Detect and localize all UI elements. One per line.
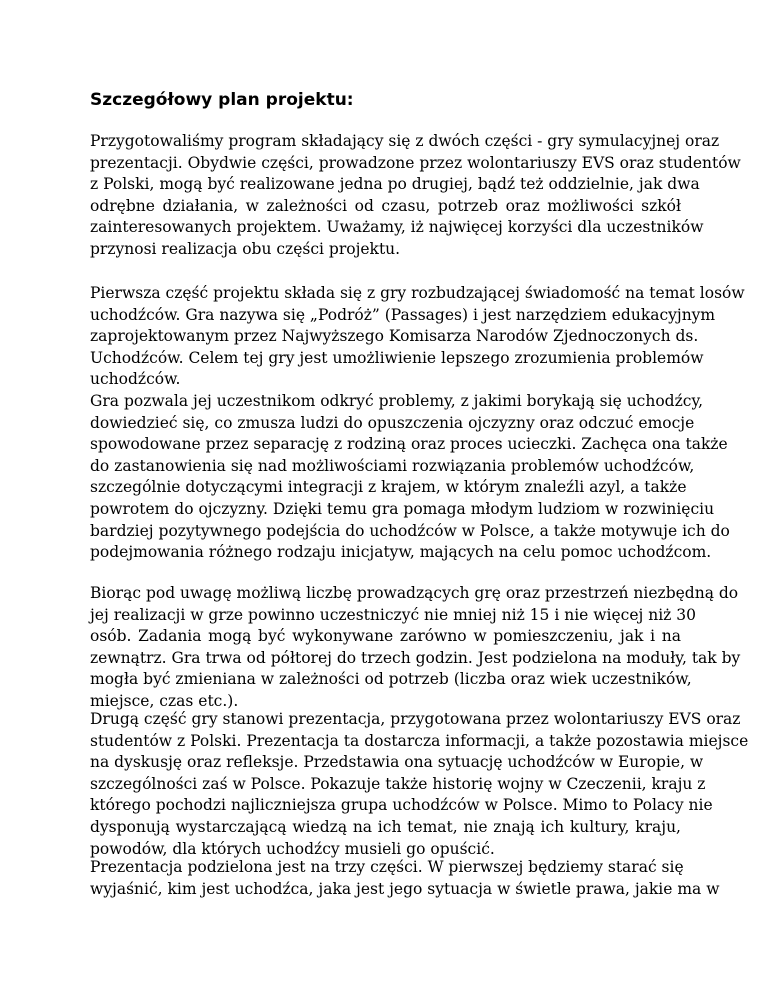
paragraph-2 — [90, 283, 745, 564]
text-line: podejmowania różnego rodzaju inicjatyw, mających na celu pomoc uchodźcom. — [90, 543, 712, 562]
text-line: uchodźców. Gra nazywa się „Podróż” (Passages) i jest narzędziem edukacyjnym — [90, 305, 716, 324]
text-line: powrotem do ojczyzny. Dzięki temu gra pomaga młodym ludziom w rozwinięciu — [90, 499, 715, 518]
text-line: zaprojektowanym przez Najwyższego Komisarza Narodów Zjednoczonych ds. — [90, 327, 699, 346]
text-line: studentów z Polski. Prezentacja ta dostarcza informacji, a także pozostawia miejsce — [90, 731, 749, 750]
text-line: powodów, dla których uchodźcy musieli go opuścić. — [90, 839, 495, 858]
text-line: Gra pozwala jej uczestnikom odkryć problemy, z jakimi borykają się uchodźcy, — [90, 391, 704, 410]
text-line: Uchodźców. Celem tej gry jest umożliwienie lepszego zrozumienia problemów — [90, 348, 704, 367]
text-line: zewnątrz. Gra trwa od półtorej do trzech godzin. Jest podzielona na moduły, tak by — [90, 648, 741, 667]
text-line: miejsce, czas etc.). — [90, 691, 239, 710]
text-line: dysponują wystarczającą wiedzą na ich temat, nie znają ich kultury, kraju, — [90, 817, 681, 836]
section-heading: Szczegółowy plan projektu: — [90, 90, 354, 110]
paragraph-1 — [90, 131, 741, 261]
text-line: mogła być zmieniana w zależności od potrzeb (liczba oraz wiek uczestników, — [90, 670, 692, 689]
paragraph-5 — [90, 857, 720, 900]
text-line: szczególnie dotyczącymi integracji z krajem, w którym znaleźli azyl, a także — [90, 478, 687, 497]
text-line: jej realizacji w grze powinno uczestniczyć nie mniej niż 15 i nie więcej niż 30 — [90, 605, 696, 624]
text-line: osób. Zadania mogą być wykonywane zarówno w pomieszczeniu, jak i na — [90, 627, 681, 646]
text-line: odrębne działania, w zależności od czasu, potrzeb oraz możliwości szkół — [90, 196, 681, 215]
text-line: dowiedzieć się, co zmusza ludzi do opuszczenia ojczyzny oraz odczuć emocje — [90, 413, 695, 432]
text-line: Prezentacja podzielona jest na trzy części. W pierwszej będziemy starać się — [90, 858, 684, 876]
text-line: spowodowane przez separację z rodziną oraz proces ucieczki. Zachęca ona także — [90, 435, 728, 454]
text-line: Pierwsza część projektu składa się z gry rozbudzającej świadomość na temat losów — [90, 284, 745, 302]
text-line: na dyskusję oraz refleksje. Przedstawia ona sytuację uchodźców w Europie, w — [90, 753, 704, 772]
text-line: przynosi realizacja obu części projektu. — [90, 239, 401, 258]
text-line: którego pochodzi najliczniejsza grupa uchodźców w Polsce. Mimo to Polacy nie — [90, 796, 713, 815]
text-line: z Polski, mogą być realizowane jedna po drugiej, bądź też oddzielnie, jak dwa — [90, 175, 700, 194]
text-line: wyjaśnić, kim jest uchodźca, jaka jest jego sytuacja w świetle prawa, jakie ma w — [90, 879, 720, 898]
paragraph-3 — [90, 583, 741, 713]
text-line: prezentacji. Obydwie części, prowadzone przez wolontariuszy EVS oraz studentów — [90, 153, 741, 172]
text-line: Przygotowaliśmy program składający się z dwóch części - gry symulacyjnej oraz — [90, 132, 720, 150]
text-line: szczególności zaś w Polsce. Pokazuje także historię wojny w Czeczenii, kraju z — [90, 774, 706, 793]
text-line: bardziej pozytywnego podejścia do uchodźców w Polsce, a także motywuje ich do — [90, 521, 730, 540]
text-line: Drugą część gry stanowi prezentacja, przygotowana przez wolontariuszy EVS oraz — [90, 710, 741, 728]
text-line: Biorąc pod uwagę możliwą liczbę prowadzących grę oraz przestrzeń niezbędną do — [90, 584, 739, 602]
text-line: uchodźców. — [90, 370, 181, 389]
paragraph-4 — [90, 709, 749, 860]
text-line: do zastanowienia się nad możliwościami rozwiązania problemów uchodźców, — [90, 456, 695, 475]
text-line: zainteresowanych projektem. Uważamy, iż najwięcej korzyści dla uczestników — [90, 218, 704, 237]
